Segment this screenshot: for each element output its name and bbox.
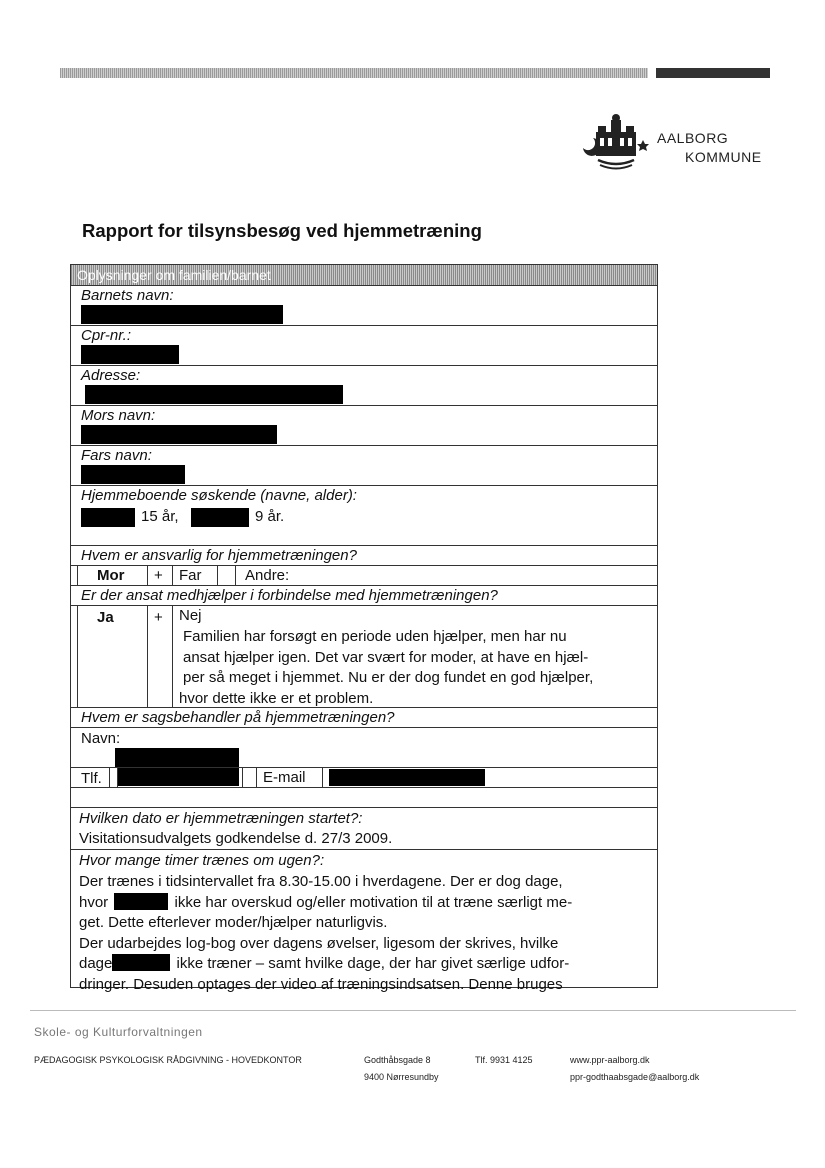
row-medhjaelper-options [71,605,657,707]
adresse-label: Adresse: [81,367,141,384]
redacted-block [81,425,277,444]
dato-answer: Visitationsudvalgets godkendelse d. 27/3 2009. [79,830,393,847]
timer-text-line: dringer. Desuden optages der video af træningsindsatsen. Denne bruges [79,975,563,993]
timer-text-part: ikke har overskud og/eller motivation til at træne særligt me- [174,893,573,911]
ansvarlig-plus: + [154,567,163,584]
cpr-label: Cpr-nr.: [81,327,132,344]
row-barnets-navn [71,285,657,325]
dato-question: Hvilken dato er hjemmetræningen startet?: [79,810,363,827]
mors-navn-label: Mors navn: [81,407,156,424]
timer-text-line: Der trænes i tidsintervallet fra 8.30-15.00 i hverdagene. Der er dog dage, [79,873,563,890]
timer-text-line: Der udarbejdes log-bog over dagens øvelser, ligesom der skrives, hvilke [79,934,559,952]
row-timer [71,849,657,993]
medhjaelper-text [179,627,653,709]
footer-web: www.ppr-aalborg.dk [570,1055,650,1065]
timer-text-part: ikke træner – samt hvilke dage, der har givet særlige udfor- [176,955,570,972]
redacted-block [81,345,179,364]
footer-address1: Godthåbsgade 8 [364,1055,431,1065]
medhjaelper-plus: + [154,609,163,626]
report-form [70,264,658,993]
header-bar-light [60,68,648,78]
row-sagsbehandler-question [71,707,657,727]
medhjaelper-text-line: ansat hjælper igen. Det var svært for moder, at have en hjæl- [183,648,589,666]
row-ansvarlig-options [71,565,657,585]
footer-brand: Skole- og Kulturforvaltningen [34,1025,203,1039]
soeskende-label: Hjemmeboende søskende (navne, alder): [81,487,357,504]
row-empty [71,787,657,807]
ansvarlig-mor: Mor [97,567,125,584]
section-header: Oplysninger om familien/barnet [71,265,657,285]
timer-text-part: dage [79,955,113,972]
timer-text [79,872,654,995]
logo-text-line2: KOMMUNE [685,149,762,165]
redacted-block [114,893,168,910]
footer-email: ppr-godthaabsgade@aalborg.dk [570,1072,700,1082]
logo-text-line1: AALBORG [657,130,729,146]
medhjaelper-text-line: Familien har forsøgt en periode uden hjælper, men har nu [183,628,567,645]
redacted-block [81,508,135,527]
medhjaelper-nej: Nej [179,607,202,624]
medhjaelper-text-line: per så meget i hjemmet. Nu er der dog fundet en god hjælper, [183,669,594,686]
redacted-block [112,954,170,971]
redacted-block [191,508,249,527]
medhjaelper-ja: Ja [97,609,114,626]
barnets-navn-label: Barnets navn: [81,287,174,304]
ansvarlig-andre: Andre: [245,567,290,584]
redacted-block [81,465,185,484]
row-adresse [71,365,657,405]
redacted-block [85,385,343,404]
row-ansvarlig-question [71,545,657,565]
timer-text-line [79,893,654,914]
medhjaelper-question: Er der ansat medhjælper i forbindelse med hjemmetræningen? [81,587,498,604]
soeskende-age2: 9 år. [255,508,285,525]
footer-divider [30,1010,796,1011]
redacted-block [118,768,239,786]
footer-org: PÆDAGOGISK PSYKOLOGISK RÅDGIVNING - HOVEDKONTOR [34,1055,302,1065]
timer-question: Hvor mange timer trænes om ugen?: [79,852,325,869]
redacted-block [329,769,485,786]
timer-text-line: get. Dette efterlever moder/hjælper naturligvis. [79,914,388,931]
footer-phone: Tlf. 9931 4125 [475,1055,533,1065]
ansvarlig-far: Far [179,567,202,584]
redacted-block [81,305,283,324]
logo-text [657,129,762,167]
sagsbehandler-question: Hvem er sagsbehandler på hjemmetræningen? [81,709,395,726]
timer-text-part: hvor [79,893,109,911]
header-bar-dark [656,68,770,78]
navn-label: Navn: [81,730,121,747]
soeskende-age1: 15 år, [141,508,179,525]
aalborg-kommune-logo [578,112,658,178]
tlf-label: Tlf. [81,770,102,787]
footer-address2: 9400 Nørresundby [364,1072,439,1082]
row-medhjaelper-question [71,585,657,605]
medhjaelper-text-line: hvor dette ikke er et problem. [179,689,374,707]
row-fars-navn [71,445,657,485]
row-cpr [71,325,657,365]
row-tlf-email [71,767,657,787]
timer-text-line [79,954,654,975]
fars-navn-label: Fars navn: [81,447,152,464]
ansvarlig-question: Hvem er ansvarlig for hjemmetræningen? [81,547,357,564]
row-soeskende [71,485,657,545]
redacted-block [115,748,239,768]
row-navn [71,727,657,767]
row-dato [71,807,657,849]
email-label: E-mail [263,769,306,786]
page-title: Rapport for tilsynsbesøg ved hjemmetræning [82,220,482,241]
row-mors-navn [71,405,657,445]
